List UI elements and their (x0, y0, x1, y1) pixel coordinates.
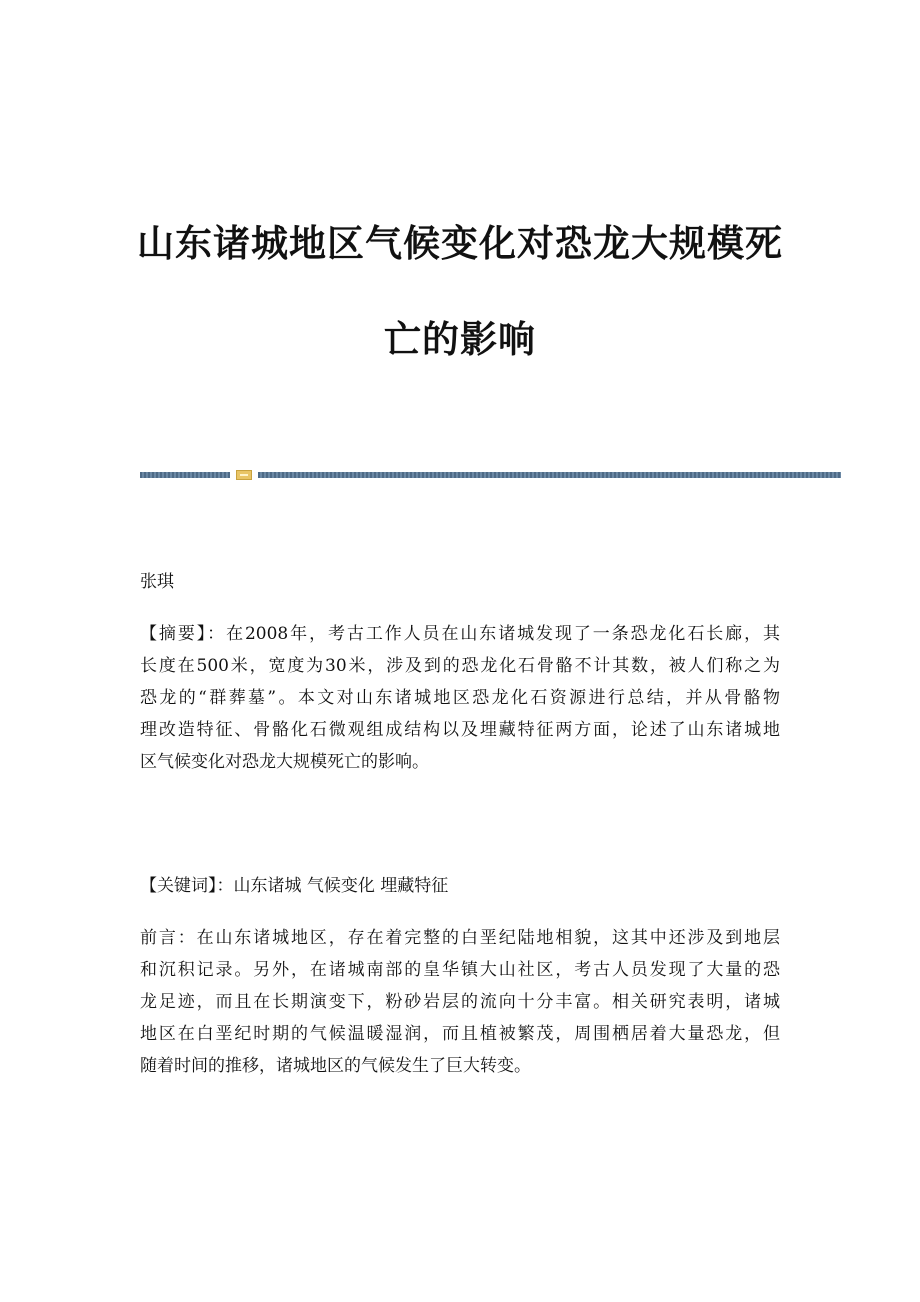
title-divider (140, 470, 841, 480)
intro-line: 地区在白垩纪时期的气候温暖湿润，而且植被繁茂，周围栖居着大量恐龙，但 (140, 1024, 780, 1044)
abstract-line: 区气候变化对恐龙大规模死亡的影响。 (140, 752, 429, 772)
author-name: 张琪 (140, 572, 174, 592)
abstract-line: 理改造特征、骨骼化石微观组成结构以及埋藏特征两方面，论述了山东诸城地 (140, 720, 780, 740)
keywords-line: 【关键词】：山东诸城 气候变化 埋藏特征 (140, 876, 449, 896)
abstract-line: 长度在500米，宽度为30米，涉及到的恐龙化石骨骼不计其数，被人们称之为 (140, 656, 780, 676)
intro-line: 龙足迹，而且在长期演变下，粉砂岩层的流向十分丰富。相关研究表明，诸城 (140, 992, 780, 1012)
divider-ornament-icon (236, 470, 252, 480)
abstract-paragraph (140, 618, 780, 778)
intro-line: 和沉积记录。另外，在诸城南部的皇华镇大山社区，考古人员发现了大量的恐 (140, 960, 780, 980)
intro-line: 随着时间的推移，诸城地区的气候发生了巨大转变。 (140, 1056, 531, 1076)
document-title-line-1: 山东诸城地区气候变化对恐龙大规模死 (137, 222, 783, 265)
divider-bar-left (140, 472, 230, 478)
intro-line: 前言：在山东诸城地区，存在着完整的白垩纪陆地相貌，这其中还涉及到地层 (140, 928, 780, 948)
abstract-line: 恐龙的“群葬墓”。本文对山东诸城地区恐龙化石资源进行总结，并从骨骼物 (140, 688, 780, 708)
divider-bar-right (258, 472, 841, 478)
abstract-line: 【摘要】：在2008年，考古工作人员在山东诸城发现了一条恐龙化石长廊，其 (140, 624, 780, 644)
document-title-line-2: 亡的影响 (384, 318, 536, 361)
intro-paragraph (140, 922, 780, 1082)
